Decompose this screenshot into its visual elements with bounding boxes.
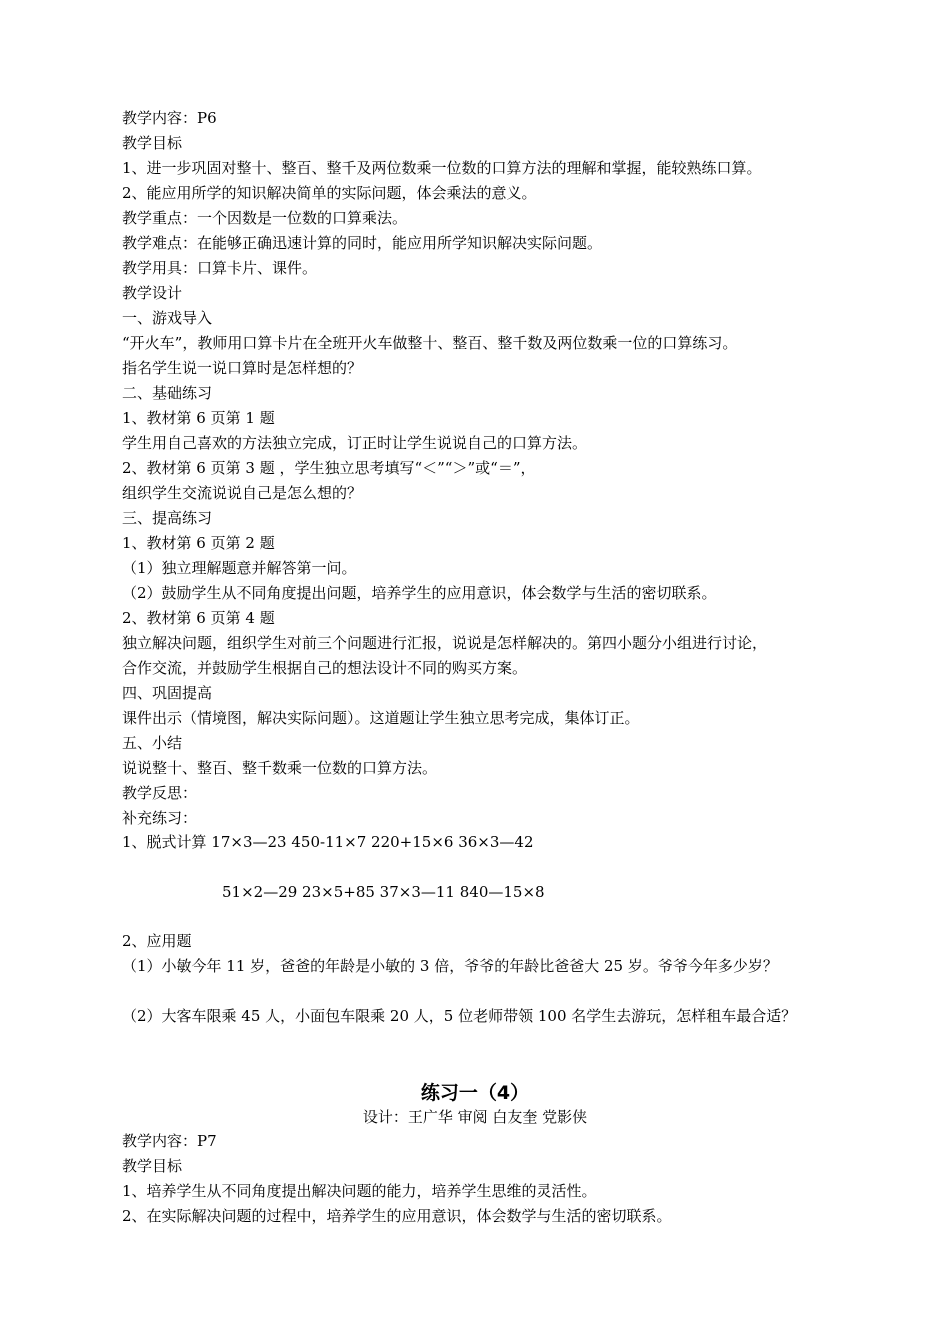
objective-1: 1、进一步巩固对整十、整百、整千及两位数乘一位数的口算方法的理解和掌握，能较熟练口算。 xyxy=(122,159,762,177)
exercise-item: 2、教材第 6 页第 4 题 xyxy=(122,609,275,627)
part-4-heading: 四、巩固提高 xyxy=(122,684,213,702)
application-question-2: （2）大客车限乘 45 人，小面包车限乘 20 人，5 位老师带领 100 名学生去游玩，怎样租车最合适？ xyxy=(122,1007,797,1025)
application-heading: 2、应用题 xyxy=(122,932,192,950)
sub-item: （1）独立理解题意并解答第一问。 xyxy=(122,559,357,577)
supplementary-label: 补充练习： xyxy=(122,809,198,827)
teaching-content: 教学内容：P7 xyxy=(122,1132,217,1150)
objectives-heading: 教学目标 xyxy=(122,1157,183,1175)
teaching-tools: 教学用具：口算卡片、课件。 xyxy=(122,259,318,277)
objective-2: 2、能应用所学的知识解决简单的实际问题，体会乘法的意义。 xyxy=(122,184,537,202)
part-3-heading: 三、提高练习 xyxy=(122,509,213,527)
paragraph-line: 指名学生说一说口算时是怎样想的？ xyxy=(122,359,363,377)
paragraph-line: 合作交流，并鼓励学生根据自己的想法设计不同的购买方案。 xyxy=(122,659,528,677)
difficulty: 教学难点：在能够正确迅速计算的同时，能应用所学知识解决实际问题。 xyxy=(122,234,603,252)
calc-exercise-row-1: 1、脱式计算 17×3—23 450-11×7 220+15×6 36×3—42 xyxy=(122,833,534,851)
exercise-item: 1、教材第 6 页第 2 题 xyxy=(122,534,275,552)
calc-exercise-row-2: 51×2—29 23×5+85 37×3—11 840—15×8 xyxy=(222,883,545,901)
paragraph-line: “开火车”，教师用口算卡片在全班开火车做整十、整百、整千数及两位数乘一位的口算练习。 xyxy=(122,334,738,352)
part-5-heading: 五、小结 xyxy=(122,734,183,752)
teaching-content: 教学内容：P6 xyxy=(122,109,217,127)
paragraph-line: 说说整十、整百、整千数乘一位数的口算方法。 xyxy=(122,759,438,777)
objective-2: 2、在实际解决问题的过程中，培养学生的应用意识，体会数学与生活的密切联系。 xyxy=(122,1207,672,1225)
objective-1: 1、培养学生从不同角度提出解决问题的能力，培养学生思维的灵活性。 xyxy=(122,1182,597,1200)
design-heading: 教学设计 xyxy=(122,284,183,302)
paragraph-line: 学生用自己喜欢的方法独立完成，订正时让学生说说自己的口算方法。 xyxy=(122,434,588,452)
exercise-item: 1、教材第 6 页第 1 题 xyxy=(122,409,275,427)
paragraph-line: 课件出示（情境图，解决实际问题）。这道题让学生独立思考完成，集体订正。 xyxy=(122,709,640,727)
reflection-label: 教学反思： xyxy=(122,784,198,802)
key-point: 教学重点：一个因数是一位数的口算乘法。 xyxy=(122,209,408,227)
objectives-heading: 教学目标 xyxy=(122,134,183,152)
paragraph-line: 独立解决问题，组织学生对前三个问题进行汇报，说说是怎样解决的。第四小题分小组进行讨论， xyxy=(122,634,768,652)
part-2-heading: 二、基础练习 xyxy=(122,384,213,402)
sub-item: （2）鼓励学生从不同角度提出问题，培养学生的应用意识，体会数学与生活的密切联系。 xyxy=(122,584,717,602)
application-question-1: （1）小敏今年 11 岁，爸爸的年龄是小敏的 3 倍，爷爷的年龄比爸爸大 25 岁。爷爷今年多少岁？ xyxy=(122,957,778,975)
paragraph-line: 组织学生交流说说自己是怎么想的？ xyxy=(122,484,363,502)
part-1-heading: 一、游戏导入 xyxy=(122,309,213,327)
lesson-title: 练习一（4） xyxy=(420,1082,530,1104)
lesson-credit: 设计：王广华 审阅 白友奎 党影侠 xyxy=(362,1108,588,1126)
exercise-item: 2、教材第 6 页第 3 题 ，学生独立思考填写“＜”“＞”或“＝”， xyxy=(122,459,536,477)
